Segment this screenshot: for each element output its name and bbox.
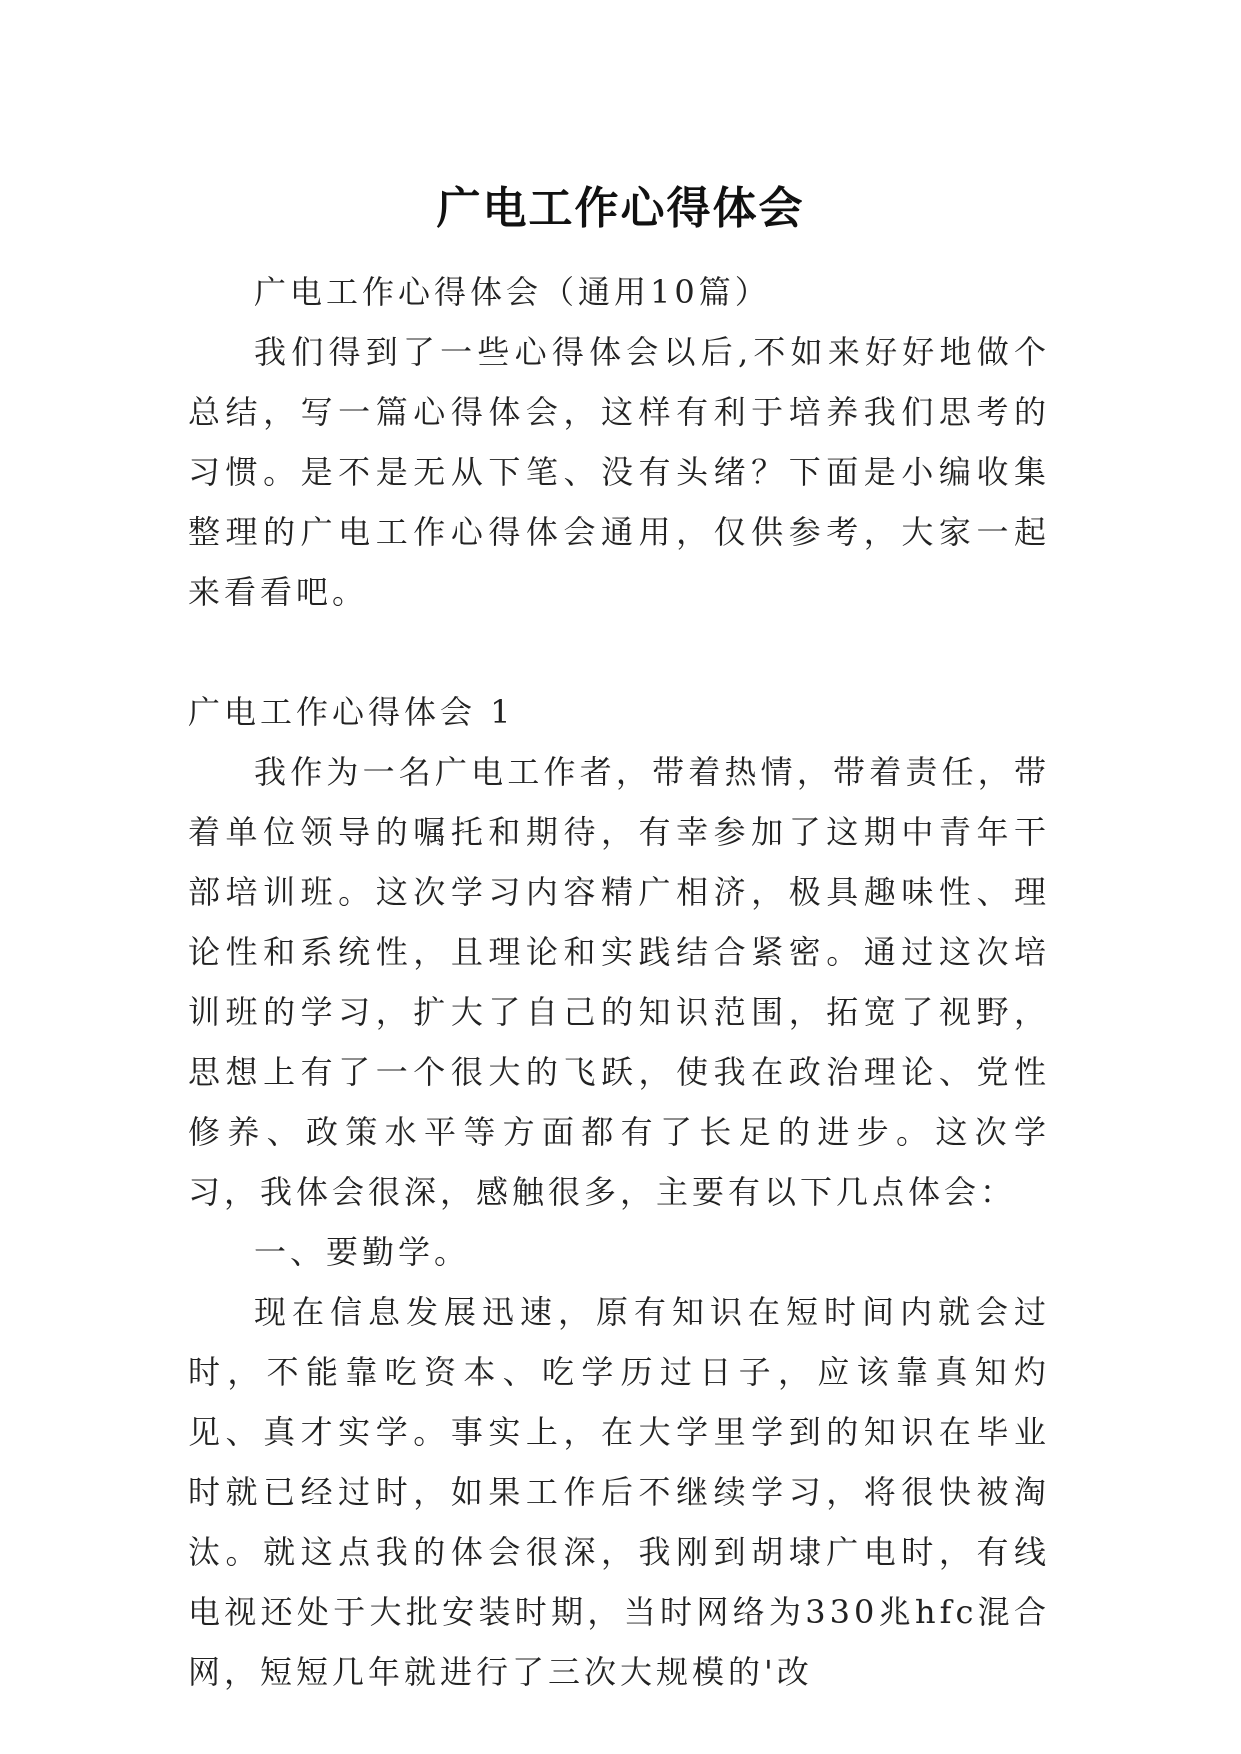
paragraph-intro: 我们得到了一些心得体会以后,不如来好好地做个总结，写一篇心得体会，这样有利于培养我们思考的习惯。是不是无从下笔、没有头绪？下面是小编收集整理的广电工作心得体会通用，仅供参考，大家一起来看看吧。 — [188, 333, 1050, 611]
document-body — [188, 262, 1050, 1702]
document-title: 广电工作心得体会 — [436, 183, 805, 235]
section-heading-1: 广电工作心得体会 1 — [188, 693, 515, 731]
paragraph-subtitle: 广电工作心得体会（通用10篇） — [254, 273, 771, 311]
paragraph-point-heading: 一、要勤学。 — [254, 1233, 471, 1271]
paragraph-section-1: 我作为一名广电工作者，带着热情，带着责任，带着单位领导的嘱托和期待，有幸参加了这期中青年干部培训班。这次学习内容精广相济，极具趣味性、理论性和系统性，且理论和实践结合紧密。通过这次培训班的学习，扩大了自己的知识范围，拓宽了视野，思想上有了一个很大的飞跃，使我在政治理论、党性修养、政策水平等方面都有了长足的进步。这次学习，我体会很深，感触很多，主要有以下几点体会： — [188, 753, 1050, 1211]
paragraph-point-body: 现在信息发展迅速，原有知识在短时间内就会过时，不能靠吃资本、吃学历过日子，应该靠真知灼见、真才实学。事实上，在大学里学到的知识在毕业时就已经过时，如果工作后不继续学习，将很快被淘汰。就这点我的体会很深，我刚到胡埭广电时，有线电视还处于大批安装时期，当时网络为330兆hfc混合网，短短几年就进行了三次大规模的'改 — [188, 1293, 1050, 1691]
